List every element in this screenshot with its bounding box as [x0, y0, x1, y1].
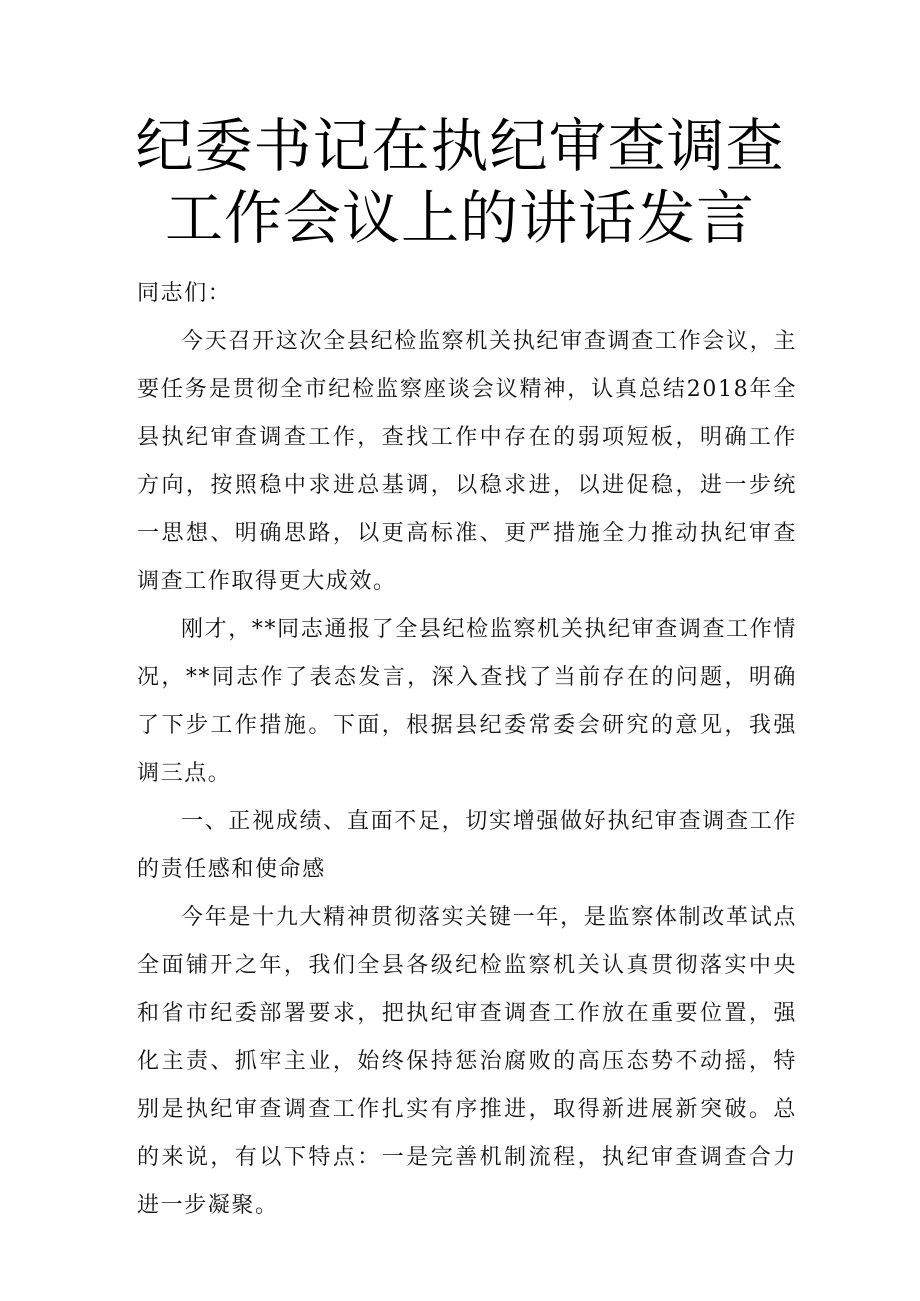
greeting: 同志们： — [137, 281, 232, 306]
document-body — [137, 270, 797, 1230]
paragraph-1: 今天召开这次全县纪检监察机关执纪审查调查工作会议，主要任务是贯彻全市纪检监察座谈会议精神，认真总结2018年全县执纪审查调查工作，查找工作中存在的弱项短板，明确工作方向，按照稳中求进总基调，以稳求进，以进促稳，进一步统一思想、明确思路，以更高标准、更严措施全力推动执纪审查调查工作取得更大成效。 — [137, 329, 797, 594]
document-title-line-1: 纪委书记在执纪审查调查 — [135, 112, 785, 180]
paragraph-3: 今年是十九大精神贯彻落实关键一年，是监察体制改革试点全面铺开之年，我们全县各级纪检监察机关认真贯彻落实中央和省市纪委部署要求，把执纪审查调查工作放在重要位置，强化主责、抓牢主业，始终保持惩治腐败的高压态势不动摇，特别是执纪审查调查工作扎实有序推进，取得新进展新突破。总的来说，有以下特点：一是完善机制流程，执纪审查调查合力进一步凝聚。 — [137, 905, 797, 1218]
document-title-line-2: 工作会议上的讲话发言 — [164, 184, 755, 252]
paragraph-2: 刚才，**同志通报了全县纪检监察机关执纪审查调查工作情况，**同志作了表态发言，深入查找了当前存在的问题，明确了下步工作措施。下面，根据县纪委常委会研究的意见，我强调三点。 — [137, 617, 797, 786]
section-heading-1: 一、正视成绩、直面不足，切实增强做好执纪审查调查工作的责任感和使命感 — [137, 809, 797, 882]
